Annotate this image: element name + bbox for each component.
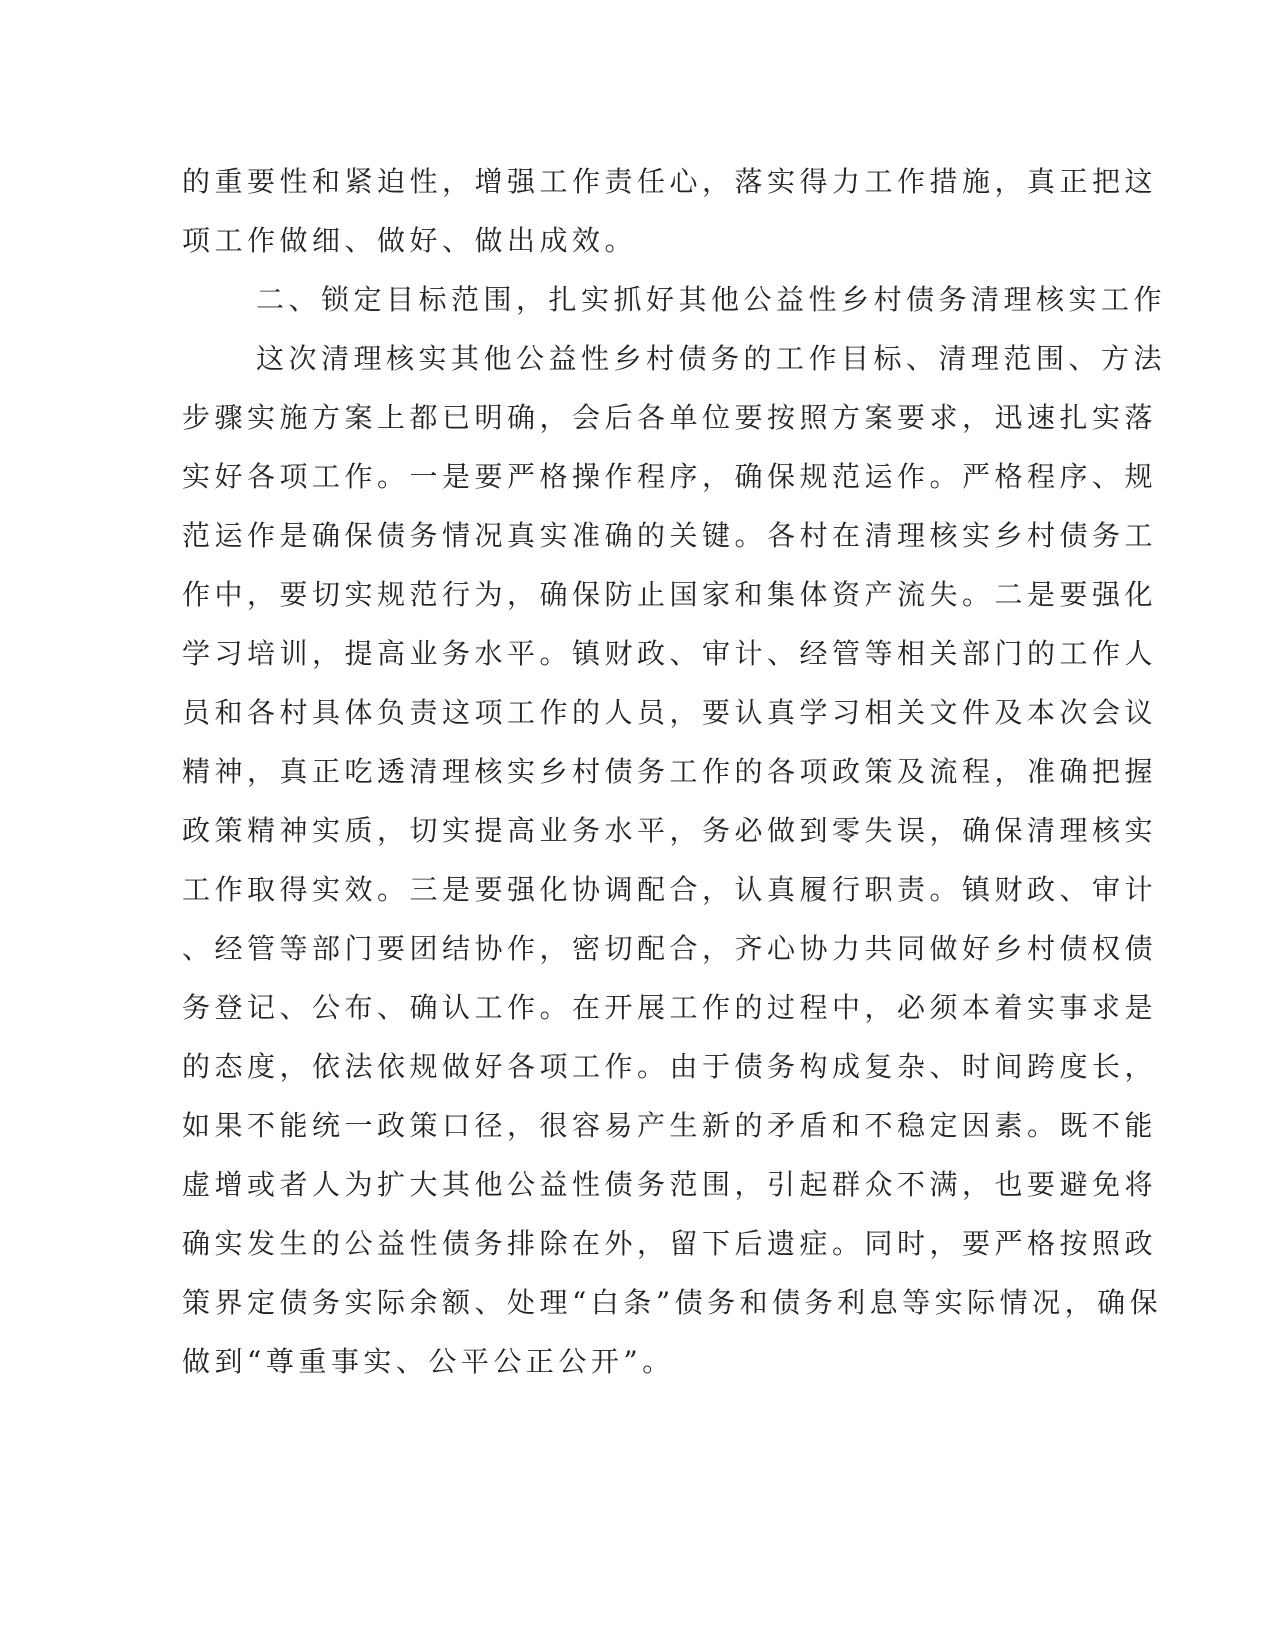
text-line: 工作取得实效。三是要强化协调配合，认真履行职责。镇财政、审计 bbox=[182, 873, 1158, 906]
text-line: 学习培训，提高业务水平。镇财政、审计、经管等相关部门的工作人 bbox=[182, 637, 1158, 670]
text-line: 策界定债务实际余额、处理“白条”债务和债务利息等实际情况，确保 bbox=[182, 1286, 1163, 1319]
text-line: 如果不能统一政策口径，很容易产生新的矛盾和不稳定因素。既不能 bbox=[182, 1109, 1158, 1142]
text-line: 这次清理核实其他公益性乡村债务的工作目标、清理范围、方法 bbox=[256, 342, 1167, 375]
text-line: 项工作做细、做好、做出成效。 bbox=[182, 224, 638, 257]
text-line: 确实发生的公益性债务排除在外，留下后遗症。同时，要严格按照政 bbox=[182, 1227, 1158, 1260]
text-line: 精神，真正吃透清理核实乡村债务工作的各项政策及流程，准确把握 bbox=[182, 755, 1158, 788]
text-line: 、经管等部门要团结协作，密切配合，齐心协力共同做好乡村债权债 bbox=[182, 932, 1158, 965]
text-line: 务登记、公布、确认工作。在开展工作的过程中，必须本着实事求是 bbox=[182, 991, 1158, 1024]
text-line: 范运作是确保债务情况真实准确的关键。各村在清理核实乡村债务工 bbox=[182, 519, 1158, 552]
text-line: 员和各村具体负责这项工作的人员，要认真学习相关文件及本次会议 bbox=[182, 696, 1158, 729]
text-line: 实好各项工作。一是要严格操作程序，确保规范运作。严格程序、规 bbox=[182, 460, 1158, 493]
text-line: 的重要性和紧迫性，增强工作责任心，落实得力工作措施，真正把这 bbox=[182, 165, 1158, 198]
text-line: 作中，要切实规范行为，确保防止国家和集体资产流失。二是要强化 bbox=[182, 578, 1158, 611]
text-line: 二、锁定目标范围，扎实抓好其他公益性乡村债务清理核实工作 bbox=[256, 283, 1167, 316]
document-body bbox=[182, 152, 1167, 1391]
text-line: 政策精神实质，切实提高业务水平，务必做到零失误，确保清理核实 bbox=[182, 814, 1158, 847]
text-line: 的态度，依法依规做好各项工作。由于债务构成复杂、时间跨度长， bbox=[182, 1050, 1158, 1083]
text-line: 虚增或者人为扩大其他公益性债务范围，引起群众不满，也要避免将 bbox=[182, 1168, 1158, 1201]
text-line: 步骤实施方案上都已明确，会后各单位要按照方案要求，迅速扎实落 bbox=[182, 401, 1158, 434]
text-line: 做到“尊重事实、公平公正公开”。 bbox=[182, 1345, 675, 1378]
